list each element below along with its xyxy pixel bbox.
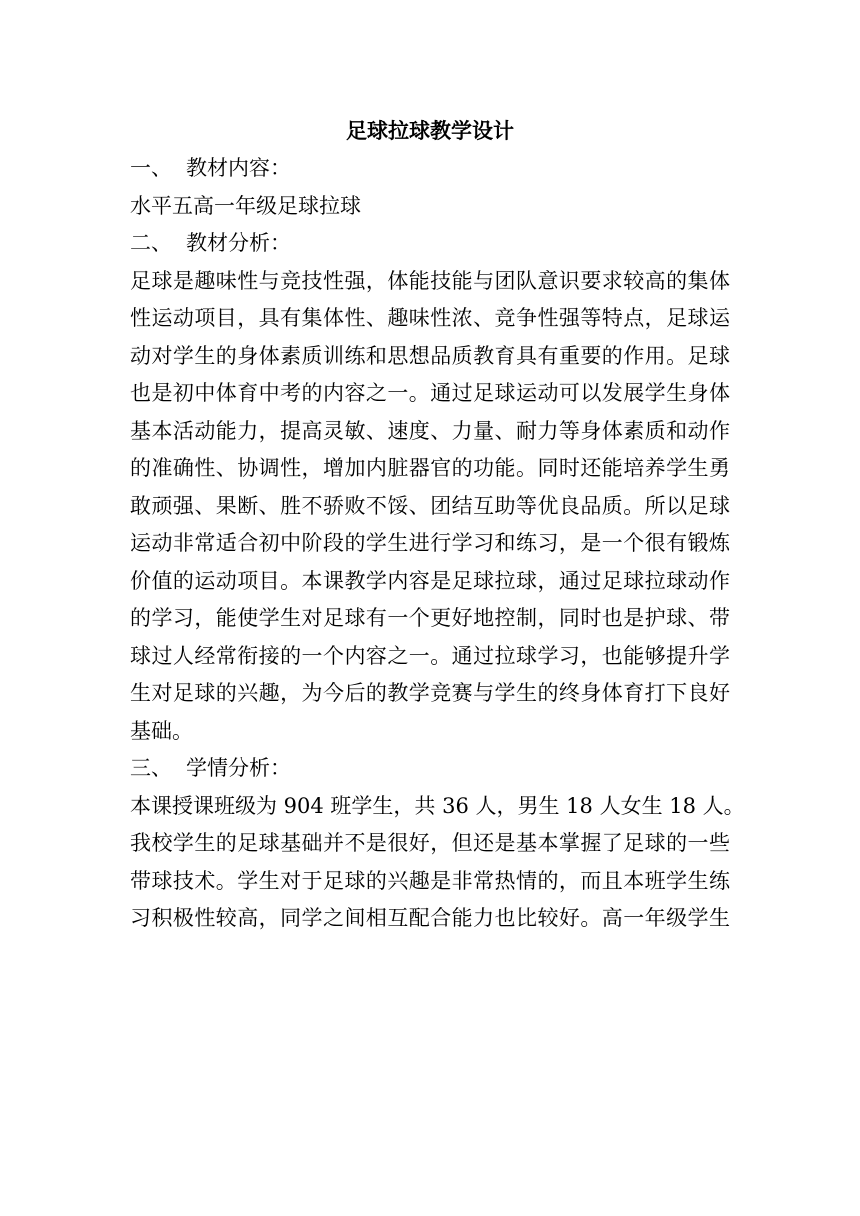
section-heading-text: 学情分析： [186,756,291,780]
body-line: 球过人经常衔接的一个内容之一。通过拉球学习，也能够提升学 [130,643,730,668]
section-number: 三、 [130,756,172,780]
section-body [130,188,730,226]
body-line: 基础。 [130,718,193,743]
section-body [130,788,745,938]
document-page [130,112,745,938]
section-3 [130,750,745,938]
body-line: 的准确性、协调性，增加内脏器官的功能。同时还能培养学生勇 [130,456,730,480]
body-line: 的学习，能使学生对足球有一个更好地控制，同时也是护球、带 [130,606,730,630]
body-line: 敢顽强、果断、胜不骄败不馁、团结互助等优良品质。所以足球 [130,493,730,518]
section-number: 二、 [130,231,172,255]
section-heading [130,750,730,788]
body-line: 生对足球的兴趣，为今后的教学竞赛与学生的终身体育打下良好 [130,681,730,705]
section-heading [130,150,730,188]
body-line: 习积极性较高，同学之间相互配合能力也比较好。高一年级学生 [130,906,730,930]
section-body [130,263,730,751]
body-line: 我校学生的足球基础并不是很好，但还是基本掌握了足球的一些 [130,831,730,855]
document-title: 足球拉球教学设计 [346,118,514,143]
body-line: 足球是趣味性与竞技性强，体能技能与团队意识要求较高的集体 [130,268,730,293]
body-line: 运动非常适合初中阶段的学生进行学习和练习，是一个很有锻炼 [130,531,730,555]
body-line: 带球技术。学生对于足球的兴趣是非常热情的，而且本班学生练 [130,868,730,893]
body-line: 价值的运动项目。本课教学内容是足球拉球，通过足球拉球动作 [130,568,730,593]
body-line: 水平五高一年级足球拉球 [130,193,361,218]
body-line: 也是初中体育中考的内容之一。通过足球运动可以发展学生身体 [130,381,730,405]
section-number: 一、 [130,156,172,180]
body-line: 基本活动能力，提高灵敏、速度、力量、耐力等身体素质和动作 [130,418,730,443]
body-line: 本课授课班级为 904 班学生，共 36 人，男生 18 人女生 18 人。 [130,793,745,818]
body-line: 动对学生的身体素质训练和思想品质教育具有重要的作用。足球 [130,343,730,368]
section-heading-text: 教材内容： [186,156,291,180]
section-heading-text: 教材分析： [186,231,291,255]
section-1 [130,150,730,225]
body-line: 性运动项目，具有集体性、趣味性浓、竞争性强等特点，足球运 [130,306,730,330]
section-2 [130,225,730,750]
section-heading [130,225,730,263]
